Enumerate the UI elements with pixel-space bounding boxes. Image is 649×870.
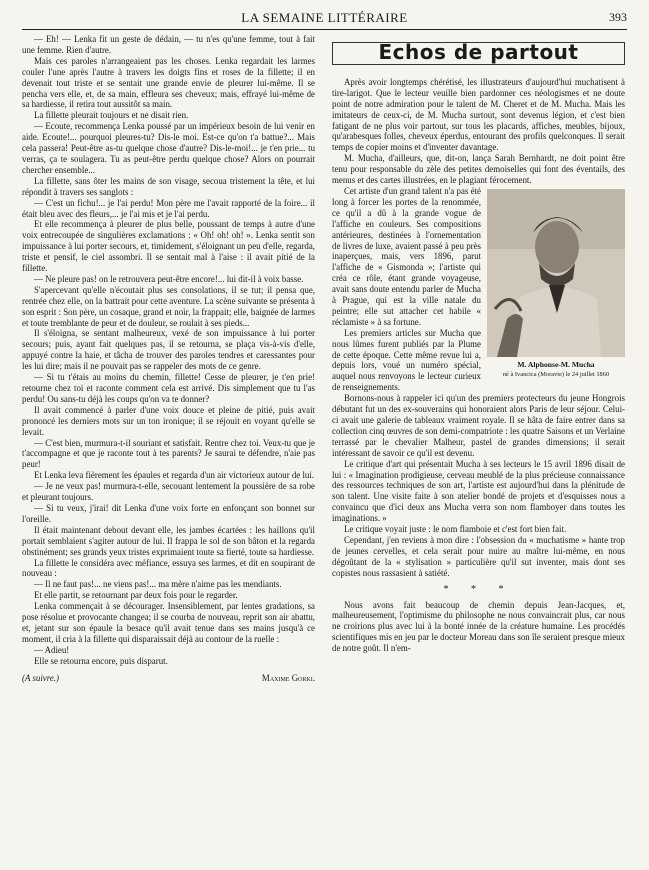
header-rule: [22, 29, 627, 30]
page-number: 393: [609, 10, 627, 24]
story-paragraph: Mais ces paroles n'arrangeaient pas les choses. Lenka regardait les larmes couler l'une après l'autre à travers les doigts fins et roses de la fillette; il en devenait tout triste et se sentait une grande envie de pleurer lui-même. Il se pencha vers elle, et, de sa main, effleura ses cheveux; mais, effrayé lui-même de sa hardiesse, il retira tout aussitôt sa main.: [22, 55, 315, 110]
story-paragraph: La fillette, sans ôter les mains de son visage, secoua tristement la tête, et lui répondit à travers ses sanglots :: [22, 175, 315, 197]
story-paragraph: Et elle recommença à pleurer de plus belle, poussant de temps à autre d'une voix entrecoupée de singulières exclamations : « Oh! oh! oh! ». Lenka sentit son impuissance à lui porter secours, et, timidement, s'éloignant un peu d'elle, regarda, triste et pensif, le ciel assombri. Il se sentait mal à l'aise : il avait pitié de la fillette.: [22, 219, 315, 274]
story-paragraph: La fillette pleurait toujours et ne disait rien.: [34, 110, 189, 121]
story-paragraph: Il s'éloigna, se sentant malheureux, vexé de son impuissance à lui porter secours; puis, ayant fait quelques pas, il se retourna, se plaça vis-à-vis d'elle, appuyé contre la haie, et tâcha de trouver des paroles tendres et caressantes pour les lui dire; mais il ne pouvait pas se rappeler des mots de ce genre.: [22, 328, 315, 372]
story-paragraph: — Si tu t'étais au moins du chemin, fillette! Cesse de pleurer, je t'en prie! retourne chez toi et raconte comment cela est arrivé. Dis simplement que tu l'as perdu! Ou sans-tu déjà les coups qu'on va te donner?: [22, 372, 315, 404]
story-paragraph: — Je ne veux pas! murmura-t-elle, secouant lentement la poussière de sa robe et pleurant toujours.: [22, 481, 315, 503]
echo-paragraph: Le critique voyait juste : le nom flamboie et c'est fort bien fait.: [344, 524, 567, 535]
figure-subcaption: né à Ivancica (Moravie) le 24 juillet 1860: [502, 370, 610, 378]
echo-paragraph: Après avoir longtemps chérétisé, les illustrateurs d'aujourd'hui muchatisent à tire-larigot. Que le lecteur veuille bien pardonner ces néologismes et ne doute point de notre admiration pour le talent de M. Cheret et de M. Mucha. Mais les imitateurs de ceux-ci, de M. Mucha surtout, sont devenus légion, et c'est bien fatigant de ne plus voir partout, sur tous les placards, affiches, meubles, bijoux, qu'arabesques folles, cheveux éperdus, entourant des profils quelconques. Il serait temps de copier moins et d'inventer davantage.: [332, 76, 625, 153]
story-paragraph: Et elle partit, se retournant par deux fois pour le regarder.: [34, 590, 238, 601]
figure-caption: M. Alphonse-M. Mucha: [517, 359, 595, 369]
left-column-story: [22, 34, 315, 868]
echo-paragraph: Cependant, j'en reviens à mon dire : l'obsession du « muchatisme » hante trop de jeunes cervelles, et cela serait pour nuire au maître lui-même, en nous dégoûtant de la « stylisation » particulière qu'il sut inventer, mais dont ses copistes nous rassasient à satiété.: [332, 534, 625, 578]
echo-paragraph: Le critique d'art qui présentait Mucha à ses lecteurs le 15 avril 1896 disait de lui : « Imagination prodigieuse, cerveau meublé de la plus précieuse connaissance des ressources techniques de son art, l'artiste est aujourd'hui dans la plénitude de son talent. Une visite faite à son atelier bondé de projets et d'esquisses nous a convaincu que d'ici deux ans Mucha verra son nom flamboyer dans toutes les imaginations. »: [332, 458, 625, 524]
story-paragraph: S'apercevant qu'elle n'écoutait plus ses consolations, il se tut; il pensa que, rentrée chez elle, on la battrait pour cette aventure. La scène suivante se présenta à son esprit : Son père, un cosaque, grand et noir, la frappait; elle, baignée de larmes et toute tremblante de peur et de douleur, se roulait à ses pieds...: [22, 284, 315, 328]
story-signature-row: [22, 673, 315, 684]
story-paragraph: Lenka commençait à se décourager. Insensiblement, par lentes gradations, sa pose résolue et provocante changea; il se courba de nouveau, reprit son air abattu, et, jetant sur son épaule la besace qu'il avait tenue dans ses mains jusqu'à ce moment, il cria à la fillette qui disparaissait déjà au contour de la ruelle :: [22, 601, 315, 644]
section-title: Echos de partout: [378, 40, 579, 64]
portrait-photo: [487, 189, 625, 357]
story-paragraph: — Il ne faut pas!... ne viens pas!... ma mère n'aime pas les mendiants.: [34, 579, 282, 590]
portrait-figure: [487, 189, 625, 379]
story-paragraph: La fillette le considéra avec méfiance, essuya ses larmes, et dit en soupirant de nouveau :: [22, 557, 315, 579]
page-header: [22, 8, 627, 26]
story-paragraph: Il était maintenant debout devant elle, les jambes écartées : les haillons qu'il portait semblaient s'agiter autour de lui. Il frappa le sol de son bâton et la regarda obstinément; ses grands yeux tristes exprimaient toute sa fierté, toute sa hardiesse.: [22, 524, 315, 557]
story-paragraph: Et Lenka leva fièrement les épaules et regarda d'un air victorieux autour de lui.: [34, 470, 315, 481]
story-paragraph: — C'est bien, murmura-t-il souriant et satisfait. Rentre chez toi. Veux-tu que je t'accompagne et que je raconte tout à tes parents? Je saurai te défendre, n'aie pas peur!: [22, 437, 315, 470]
echo-paragraph: Cet artiste d'un grand talent n'a pas été long à forcer les portes de la renommée, ce qu'il a dû à la grande vogue de l'affiche en couleurs. Ses compositions antérieures, destinées à l'ornementation de livres de luxe, avaient passé à peu près inaperçues, mais, vers 1896, parut l'affiche de « Gismonda »; l'artiste qui créa ce rôle, étant grande voyageuse, avait sans doute entendu parler de Mucha à Prague, qui est la ville natale du peintre; elle sut attacher cet habile « réclamiste » à sa fortune.: [332, 185, 481, 327]
story-paragraph: Elle se retourna encore, puis disparut.: [34, 655, 168, 666]
story-paragraph: — Ecoute, recommença Lenka poussé par un impérieux besoin de lui venir en aide. Ecoute!... pourquoi pleures-tu? Dis-le moi. Est-ce qu'on t'a battue?... Mais cela passera! Peut-être as-tu quelque chose d'autre? Dis-le-moi!... je t'en prie... tu verras, ça te soulagera. Tu as peut-être perdu quelque chose? Alors on pourrait chercher ensemble...: [22, 121, 315, 175]
story-paragraph: — Eh! — Lenka fit un geste de dédain, — tu n'es qu'une femme, tout à fait une femme. Rien d'autre.: [22, 34, 315, 55]
story-paragraph: Il avait commencé à parler d'une voix douce et pleine de pitié, puis avait prononcé les derniers mots sur un ton ironique; il se réjouit en voyant qu'elle se levait.: [22, 404, 315, 437]
author-name: Maxime Gorki.: [261, 672, 315, 683]
echo-paragraph: Nous avons fait beaucoup de chemin depuis Jean-Jacques, et, malheureusement, l'optimisme du philosophe ne nous convaincrait plus, car nous ne croirions plus avec lui à la bonté innée de la créature humaine. Les procédés scientifiques mis en jeu par le docteur Moreau dans son île seraient presque mieux de notre goût. Il n'em-: [332, 599, 625, 654]
echo-paragraph: Les premiers articles sur Mucha que nous lûmes furent publiés par la Plume de cette époque. Cette même revue lui a, depuis lors, voué un numéro spécial, auquel nous renvoyons le lecteur curieux de renseignements.: [332, 327, 481, 393]
story-paragraph: — Adieu!: [34, 644, 70, 655]
right-column-echos: [332, 34, 625, 868]
portrait-illustration: [487, 189, 625, 357]
echo-paragraph: M. Mucha, d'ailleurs, que, dit-on, lança Sarah Bernhardt, ne doit point être tenu pour responsable du zèle des petites demoiselles qui font des éventails, des menus et des cartes illustrées, en le plagiant férocement.: [332, 153, 625, 186]
echo-paragraph: Bornons-nous à rappeler ici qu'un des premiers protecteurs du jeune Hongrois débutant fut un des ex-souverains qui honoraient alors Paris de leur séjour. Celui-ci avait une galerie de tableaux vraiment royale. Il se hâta de faire entrer dans sa collection cinq œuvres de son demi-compatriote : les quatre Saisons et un Verlaine terrassé par le chevalier Malheur, pastel de grandes dimensions; il serait intéressant de savoir ce qu'il est devenu.: [332, 393, 625, 458]
story-paragraph: — Si tu veux, j'irai! dit Lenka d'une voix forte en enfonçant son bonnet sur l'oreille.: [22, 502, 315, 524]
section-title-box: [332, 42, 625, 65]
publication-title: LA SEMAINE LITTÉRAIRE: [241, 10, 408, 25]
story-paragraph: — Ne pleure pas! on le retrouvera peut-être encore!... lui dit-il à voix basse.: [34, 273, 304, 284]
section-separator-stars: * * *: [443, 583, 514, 595]
story-paragraph: — C'est un fichu!... je l'ai perdu! Mon père me l'avait rapporté de la foire... il était bleu avec des fleurs,... je l'ai mis et je l'ai perdu.: [22, 197, 315, 219]
to-be-continued: (A suivre.): [22, 672, 59, 683]
